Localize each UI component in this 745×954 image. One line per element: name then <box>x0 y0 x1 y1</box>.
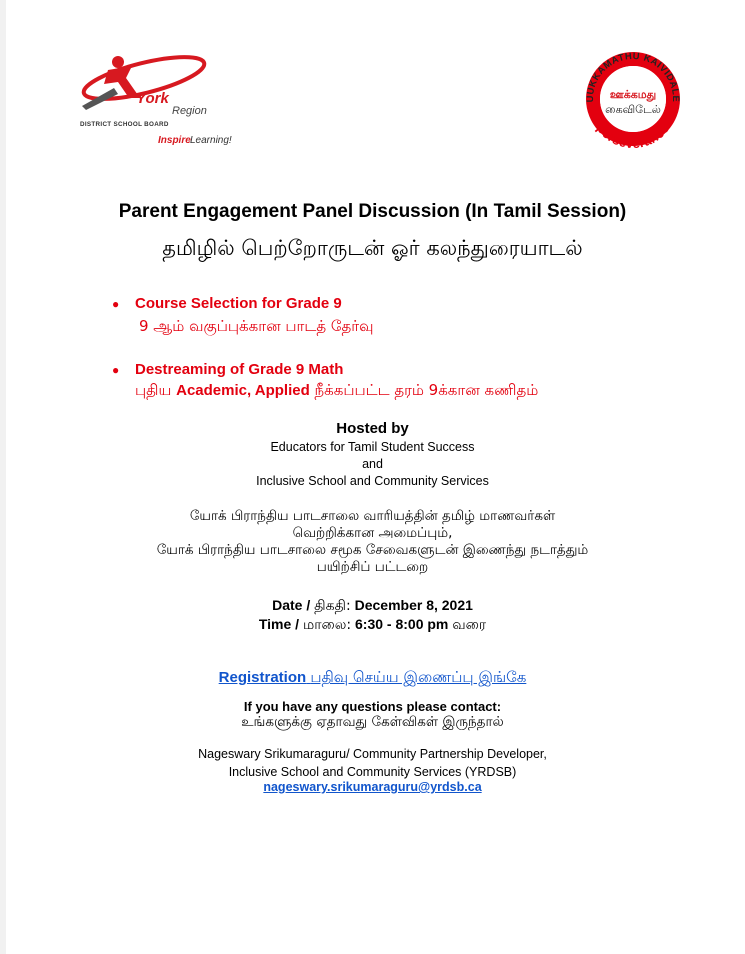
registration-link-tamil[interactable]: பதிவு செய்ய இணைப்பு இங்கே <box>310 668 527 686</box>
bullet-icon: ● <box>112 297 120 311</box>
time-value: 6:30 - 8:00 pm <box>355 616 449 632</box>
topic-destreaming-tamil-post: நீக்கப்பட்ட தரம் 9க்கான கணிதம் <box>314 381 539 399</box>
logo-tagline-inspire: Inspire <box>158 135 191 146</box>
perseverance-badge <box>578 44 688 154</box>
host-tamil-line: யோக் பிராந்திய பாடசாலை சமூக சேவைகளுடன் இணைந்து நடாத்தும் <box>156 542 589 558</box>
page-title: Parent Engagement Panel Discussion (In Tamil Session) <box>118 201 627 222</box>
registration-link-english[interactable]: Registration <box>218 669 307 686</box>
host-tamil-line: பயிற்சிப் பட்டறை <box>316 559 429 575</box>
topic-course-selection-tamil: 9 ஆம் வகுப்புக்கான பாடத் தேர்வு <box>139 317 374 335</box>
badge-arc-bottom-text: perseverance <box>593 120 673 152</box>
logo-district-text: DISTRICT SCHOOL BOARD <box>80 121 169 128</box>
badge-inner-line1: ஊக்கமது <box>609 88 657 101</box>
york-region-logo <box>74 50 244 150</box>
date-label-tamil: திகதி: <box>314 598 351 614</box>
topic-course-selection: Course Selection for Grade 9 <box>135 295 342 312</box>
date-value: December 8, 2021 <box>354 597 473 613</box>
topic-destreaming-tamil-pre: புதிய <box>135 381 172 399</box>
badge-arc-top-text: UUKKAMATHU KAIVIDALE <box>583 49 683 103</box>
host-tamil-line: வெற்றிக்கான அமைப்பும், <box>292 525 453 541</box>
badge-inner-line2: கைவிடேல் <box>605 103 661 116</box>
registration-link[interactable] <box>0 668 745 688</box>
contact-name: Nageswary Srikumaraguru/ Community Partnership Developer, <box>198 747 547 761</box>
contact-email-link[interactable]: nageswary.srikumaraguru@yrdsb.ca <box>263 780 482 794</box>
contact-org: Inclusive School and Community Services (YRDSB) <box>228 765 517 779</box>
host-org-1: Educators for Tamil Student Success <box>270 440 475 454</box>
page-title-tamil: தமிழில் பெற்றோருடன் ஓர் கலந்துரையாடல் <box>162 236 583 260</box>
topic-destreaming-tamil-bold: Academic, Applied <box>176 382 310 399</box>
contact-prompt-tamil: உங்களுக்கு ஏதாவது கேள்விகள் இருந்தால் <box>241 714 504 730</box>
event-date <box>0 597 745 616</box>
host-org-2: Inclusive School and Community Services <box>256 474 489 488</box>
date-label: Date / <box>272 597 311 613</box>
topic-destreaming-tamil <box>135 381 538 401</box>
time-label-tamil: மாலை: <box>302 617 352 633</box>
topic-destreaming: Destreaming of Grade 9 Math <box>135 361 344 378</box>
contact-prompt: If you have any questions please contact: <box>243 699 502 714</box>
logo-region-text: Region <box>172 105 207 117</box>
hosted-by-heading: Hosted by <box>336 420 409 437</box>
event-time <box>0 616 745 635</box>
host-tamil-line: யோக் பிராந்திய பாடசாலை வாரியத்தின் தமிழ் மாணவர்கள் <box>189 508 556 524</box>
logo-york-text: York <box>136 90 169 107</box>
host-and: and <box>362 457 383 471</box>
logo-tagline-learning: Learning! <box>190 135 232 146</box>
bullet-icon: ● <box>112 363 120 377</box>
time-suffix-tamil: வரை <box>452 617 487 633</box>
time-label: Time / <box>258 616 300 632</box>
